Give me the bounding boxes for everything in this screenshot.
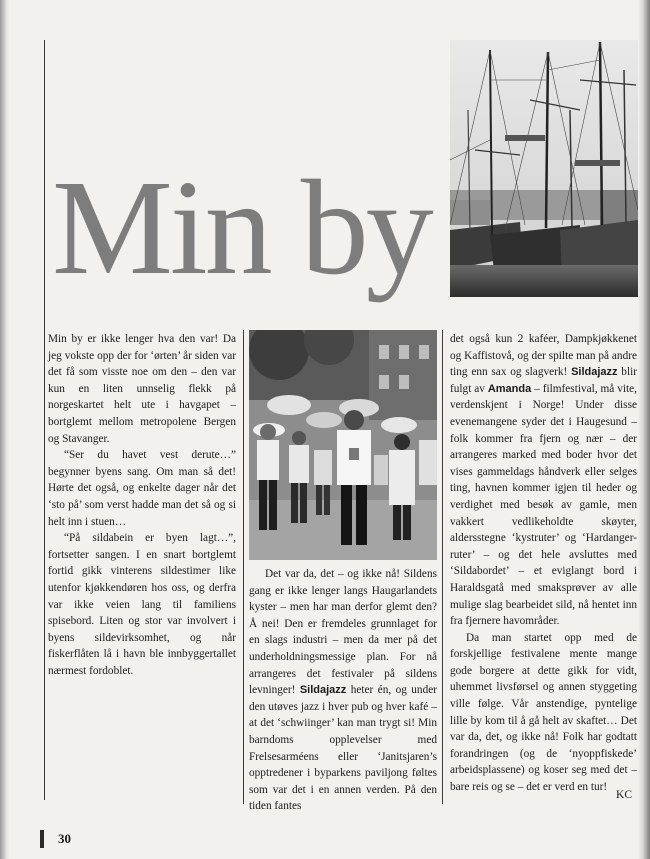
text-column-1	[48, 331, 236, 679]
text-run: heter én, og under den utøves jazz i hver pub og hver kafé – at det ‘schwiinger’ kan man trygt si! Min barndoms opplevelser med Frelsesarméens eller ‘Janitsjaren’s opptredener i byparkens paviljong føltes som var det i en annen verden. På den tiden fantes	[249, 684, 437, 813]
column-rule-2	[442, 330, 443, 804]
parade-photo	[249, 330, 437, 560]
text-run: blir fulgt av	[450, 366, 637, 395]
bold-name-amanda: Amanda	[487, 382, 532, 395]
text-column-3	[450, 331, 637, 796]
paragraph: Da man startet opp med de forskjellige festivalene mente mange gode borgere at dette gikk for vidt, uhemmet livsførsel og annen styggeting ville følge. Vår anstendige, pyntelige lille by kom til å gå helt av skaftet… Det var da, det, og ikke nå! Folk har godtatt forandringen (og de ‘nyoppfiskede’ arbeidsplassene) og koser seg med det – bare reis og se – det er verd en tur!	[450, 631, 637, 794]
text-column-2	[249, 566, 437, 815]
paragraph: Min by er ikke lenger hva den var! Da jeg vokste opp der for ‘ørten’ år siden var det få som visste noe om den – den var kun en liten unnselig flekk på norgeskartet helt ute i havgapet – bortglemt mellom metropolene Bergen og Stavanger.	[48, 333, 236, 445]
paragraph	[450, 331, 637, 630]
text-run: – filmfestival, må vite, verdenskjent i Norge! Under disse evenemangene syder det i Haugesund – folk kommer fra fjern og nær – der arrangeres marked med boder hvor det vises gammeldags håndverk eller selges ting, havnen kommer igjen til heder og verdighet med besøk av gamle, men vakkert vedlikeholdte skøyter, aldersstegne ‘kystruter’ og ‘Hardanger-ruter’ – og det hele avsluttes med ‘Sildabordet’ – et eviglangt bord i Haraldsgatå med smaksprøver av alle mulige slag bearbeidet sild, nå hentet inn fra fjernere havområder.	[450, 382, 637, 628]
paragraph: “Ser du havet vest derute…” begynner byens sang. Om man så det! Hørte det også, og enkelte dager når det ‘sto på’ som verst hadde man det så og si helt inn i stuen…	[48, 449, 236, 528]
page-edge-shadow	[638, 0, 650, 859]
harbor-photo	[450, 40, 638, 297]
text-run: Det var da, det – og ikke nå! Sildens gang er ikke lenger langs Haugarlandets kyster – men har man derfor glemt den? Å nei! Den er fremdeles grunnlaget for en slags industri – men da mer på det underholdningsmessige plan. For nå arrangeres det festivaler på sildens levninger!	[249, 568, 437, 697]
paragraph: “På sildabein er byen lagt…”, fortsetter sangen. I en snart bortglemt fortid gikk vinterens sildestimer like utenfor kjøkkendøren hos oss, og derfra var ikke veien lang til familiens spisebord. Liten og stor var involvert i byens sildevirksomhet, og når fiskerflåten lå i havn ble innbyggertallet nærmest fordoblet.	[48, 532, 236, 677]
column-rule-left	[44, 40, 45, 800]
page-number: 30	[40, 830, 98, 848]
text-run: det også kun 2 kaféer, Dampkjøkkenet og Kaffistovå, og der spilte man på andre ting enn sax og slagverk!	[450, 333, 637, 379]
page-binding-shadow	[0, 0, 10, 859]
article-headline: Min by	[52, 153, 431, 303]
bold-name-sildajazz: Sildajazz	[299, 684, 347, 697]
column-rule-1	[243, 330, 244, 804]
paragraph	[249, 566, 437, 815]
bold-name-sildajazz: Sildajazz	[571, 366, 618, 379]
author-signature: KC	[616, 789, 632, 801]
